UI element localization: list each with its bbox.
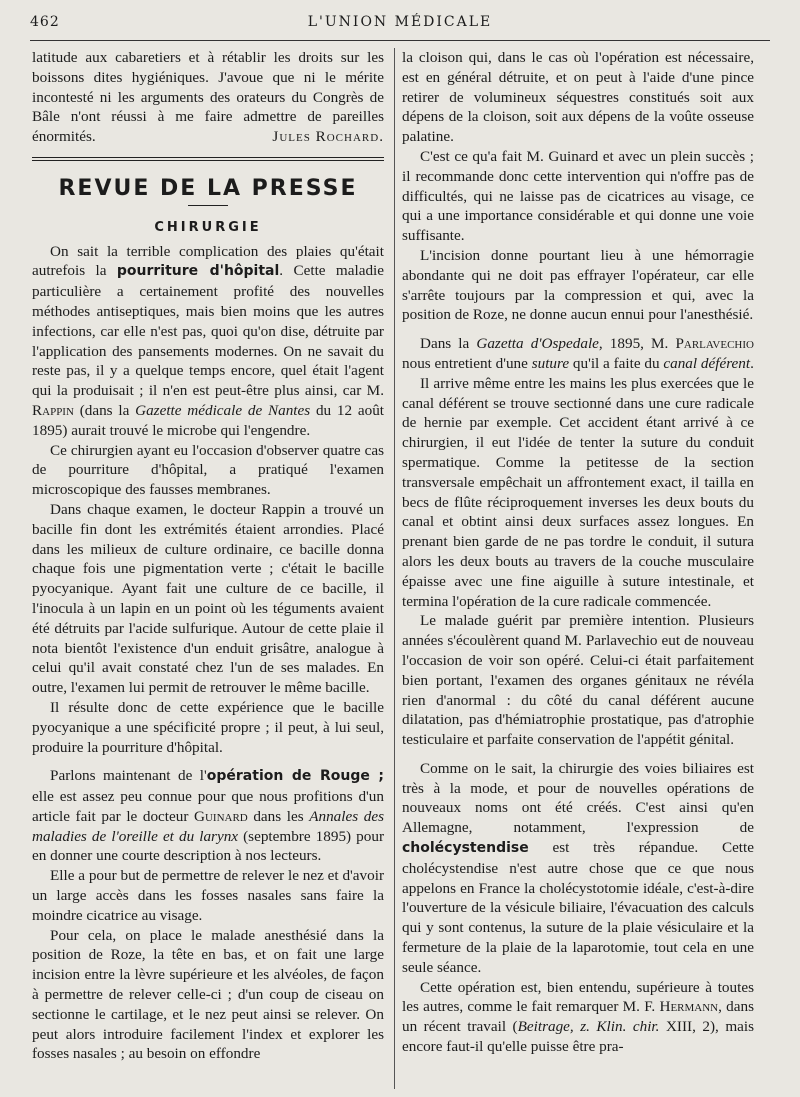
paragraph: la cloison qui, dans le cas où l'opération est nécessaire, est en général détruite, et on peut à l'aide d'une pince retirer de volumineux séquestres constitués soit aux dépens de la cloison, soit aux dépens de la voûte osseuse palatine. (402, 49, 754, 146)
paragraph: L'incision donne pourtant lieu à une hémorragie abondante qui ne doit pas effrayer l'opérateur, car elle s'arrête toujours par la compression et qui, avec la position de Roze, ne donne aucun ennui pour l'anesthésié. (402, 246, 754, 324)
title-underline (188, 205, 228, 206)
section-title: REVUE DE LA PRESSE (58, 175, 358, 201)
paragraph: Il résulte donc de cette expérience que le bacille pyocyanique a une spécificité propre ; il peut, à lui seul, produire la pourriture d'hôpital. (32, 698, 384, 756)
paragraph: Le malade guérit par première intention. Plusieurs années s'écoulèrent quand M. Parlavechio eut de nouveau l'occasion de voir son opéré. Celui-ci était parfaitement bien portant, l'examen des organes génitaux ne révéla rien d'anormal : du côté du canal déférent aucune dilatation, pas d'hémiatrophie prostatique, pas d'atrophie testiculaire et parfaite conservation de l'appétit génital. (402, 612, 754, 749)
paragraph: Cette opération est, bien entendu, supérieure à toutes les autres, comme le fait remarquer M. F. Hermann, dans un récent travail (Beitrage, z. Klin. chir. XIII, 2), mais encore faut-il qu'elle puisse être pra- (402, 978, 755, 1056)
header-rule (30, 40, 770, 41)
paragraph: Comme on le sait, la chirurgie des voies biliaires est très à la mode, et pour de nouvelles opérations de nouveaux noms ont été créés. C'est ainsi qu'en Allemagne, notamment, l'expression de cholécystendise est très répandue. Cette cholécystendise n'est autre chose que ce que nous appelons en France la cholécystotomie idéale, c'est-à-dire l'ouverture de la vésicule biliaire, l'évacuation des calculs qui y sont contenus, la suture de la plaie vésiculaire et la fermeture de la plaie de la laparotomie, tout cela en une seule séance. (402, 759, 754, 976)
section-rule (32, 157, 384, 161)
paragraph: On sait la terrible complication des plaies qu'était autrefois la pourriture d'hôpital. Cette maladie particulière a certainement profité des nouvelles méthodes antiseptiques, mais bien moins que les autres infections, car elle n'est pas, quoi qu'on dise, détruite par l'application des pansements modernes. On ne savait du reste pas, il y a quelque temps encore, quel était l'agent qui la produisait ; il n'en est peut-être plus ainsi, car M. Rappin (dans la Gazette médicale de Nantes du 12 août 1895) aurait trouvé le microbe qui l'engendre. (32, 242, 385, 439)
page-number: 462 (30, 14, 60, 30)
intro-paragraph: latitude aux cabaretiers et à rétablir les droits sur les boissons dites hygiéniques. J'avoue que ni le mérite incontesté ni les arguments des orateurs du Congrès de Bâle n'ont réussi à me faire admettre de pareilles énormités. (32, 49, 384, 146)
paragraph: Parlons maintenant de l'opération de Rouge ; elle est assez peu connue pour que nous profitions d'un article fait par le docteur Guinard dans les Annales des maladies de l'oreille et du larynx (septembre 1895) pour en donner une courte description à nos lecteurs. (32, 767, 385, 865)
paragraph: Elle a pour but de permettre de relever le nez et d'avoir un large accès dans les fosses nasales sans faire la moindre cicatrice au visage. (32, 867, 384, 924)
paragraph: Dans la Gazetta d'Ospedale, 1895, M. Parlavechio nous entretient d'une suture qu'il a faite du canal déférent. (402, 335, 754, 372)
paragraph: Ce chirurgien ayant eu l'occasion d'observer quatre cas de pourriture d'hôpital, a pratiqué l'examen microscopique des fausses membranes. (32, 441, 384, 499)
signature: Jules Rochard. (272, 128, 384, 146)
left-column (32, 48, 384, 1064)
page-header (30, 10, 770, 34)
journal-title: L'UNION MÉDICALE (307, 14, 493, 30)
right-column (402, 48, 754, 1057)
paragraph: C'est ce qu'a fait M. Guinard et avec un plein succès ; il recommande donc cette intervention qui n'offre pas de difficultés, qui ne laisse pas de cicatrices au visage, ce qui a une importance considérable et qui donne une voie suffisante. (402, 147, 754, 245)
paragraph: Dans chaque examen, le docteur Rappin a trouvé un bacille fin dont les extrémités étaient arrondies. Placé dans les milieux de culture ordinaire, ce bacille donna chaque fois une pigmentation verte ; c'était le bacille pyocyanique. Ayant fait une culture de ce bacille, il l'inocula à un lapin en un point où les téguments avaient été détruits par l'acide sulfurique. Autour de cette plaie il nota bientôt l'existence d'un enduit grisâtre, analogue à celui qu'il avait constaté chez l'un de ses malades. En outre, l'examen lui permit de retrouver le même bacille. (32, 500, 384, 697)
subsection-heading: CHIRURGIE (154, 219, 262, 235)
column-divider (394, 48, 395, 1089)
paragraph: Pour cela, on place le malade anesthésié dans la position de Roze, la tête en bas, et on fait une large incision entre la lèvre supérieure et les alvéoles, de façon à permettre de relever celle-ci ; d'un coup de ciseau on sectionne le cartilage, et le nez peut ainsi se relever. On peut alors introduire facilement l'index et explorer les fosses nasales ; au besoin on effondre (32, 926, 384, 1063)
paragraph: Il arrive même entre les mains les plus exercées que le canal déférent se trouve sectionné dans une cure radicale de hernie par exemple. Cet accident étant arrivé à ce chirurgien, il eut l'idée de tenter la suture du conduit spermatique. Comme la petitesse de la section transversale empêchait un affrontement exact, il tailla en becs de flûte réciproquement inverses les deux bouts du canal et obtint ainsi deux surfaces assez longues. En prenant bien garde de ne pas tordre le conduit, il sutura alors les deux bouts au travers de la couche musculaire épaisse avec une fine aiguille à suture intestinale, et termina l'opération de la cure radicale commencée. (402, 374, 754, 610)
